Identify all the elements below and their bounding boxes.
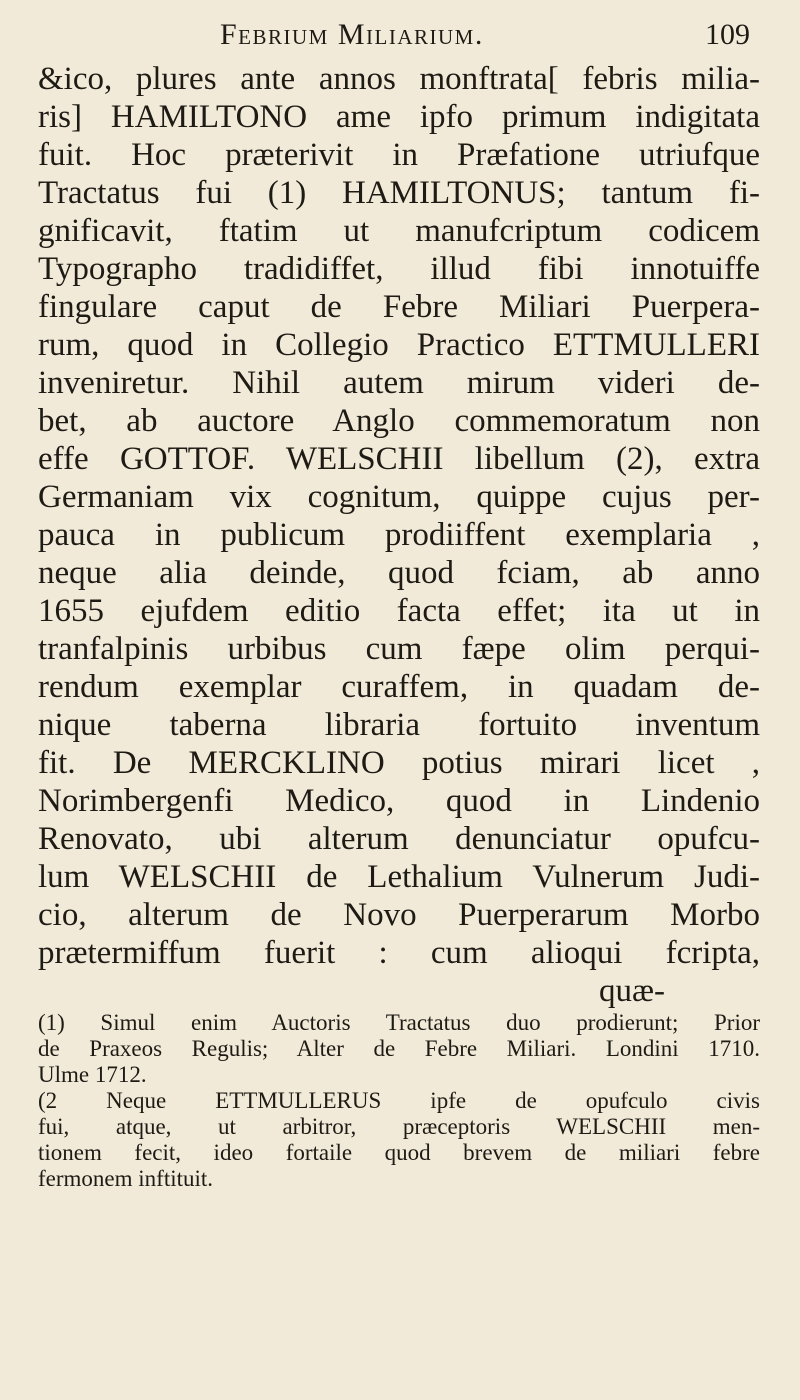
text-line: fit. De MERCKLINO potius mirari licet , [38, 745, 760, 781]
footnote-line: fermonem inftituit. [38, 1166, 214, 1191]
text-line: 1655 ejufdem editio facta effet; ita ut in [38, 593, 760, 629]
text-line: lum WELSCHII de Lethalium Vulnerum Judi- [38, 859, 760, 895]
text-line: rum, quod in Collegio Practico ETTMULLERI [38, 327, 760, 363]
text-line: neque alia deinde, quod fciam, ab anno [38, 555, 760, 591]
text-line: tranfalpinis urbibus cum fæpe olim perqui- [38, 631, 760, 667]
text-line: effe GOTTOF. WELSCHII libellum (2), extra [38, 441, 760, 477]
text-line: &ico, plures ante annos monftrata[ febris milia- [38, 61, 760, 97]
footnote-line: Ulme 1712. [38, 1062, 147, 1087]
text-line: nique taberna libraria fortuito inventum [38, 707, 760, 743]
footnotes [38, 1010, 760, 1192]
text-line: ris] HAMILTONO ame ipfo primum indigitata [38, 99, 760, 135]
text-line: inveniretur. Nihil autem mirum videri de- [38, 365, 760, 401]
text-line: Tractatus fui (1) HAMILTONUS; tantum fi- [38, 175, 760, 211]
text-line: Renovato, ubi alterum denunciatur opufcu- [38, 821, 760, 857]
text-line: pauca in publicum prodiiffent exemplaria , [38, 517, 760, 553]
text-line: gnificavit, ftatim ut manufcriptum codicem [38, 213, 760, 249]
page-number: 109 [705, 18, 750, 51]
text-line: Typographo tradidiffet, illud fibi innotuiffe [38, 251, 760, 287]
text-line: fuit. Hoc præterivit in Præfatione utriufque [38, 137, 760, 173]
footnote-line: de Praxeos Regulis; Alter de Febre Miliari. Londini 1710. [38, 1036, 760, 1061]
running-head [0, 18, 800, 58]
footnote-line: tionem fecit, ideo fortaile quod brevem de miliari febre [38, 1140, 760, 1165]
text-line: Norimbergenfi Medico, quod in Lindenio [38, 783, 760, 819]
running-title: Febrium Miliarium. [220, 18, 484, 51]
text-line: cio, alterum de Novo Puerperarum Morbo [38, 897, 760, 933]
footnote-line: (2 Neque ETTMULLERUS ipfe de opufculo civis [38, 1088, 760, 1113]
text-line: prætermiffum fuerit : cum alioqui fcripta, [38, 935, 760, 971]
footnote-line: (1) Simul enim Auctoris Tractatus duo prodierunt; Prior [38, 1010, 760, 1035]
catchword: quæ- [599, 973, 665, 1009]
text-line: Germaniam vix cognitum, quippe cujus per- [38, 479, 760, 515]
text-line: bet, ab auctore Anglo commemoratum non [38, 403, 760, 439]
text-line: fingulare caput de Febre Miliari Puerpera- [38, 289, 760, 325]
footnote-line: fui, atque, ut arbitror, præceptoris WELSCHII men- [38, 1114, 760, 1139]
body-text [38, 60, 760, 1010]
text-line: rendum exemplar curaffem, in quadam de- [38, 669, 760, 705]
